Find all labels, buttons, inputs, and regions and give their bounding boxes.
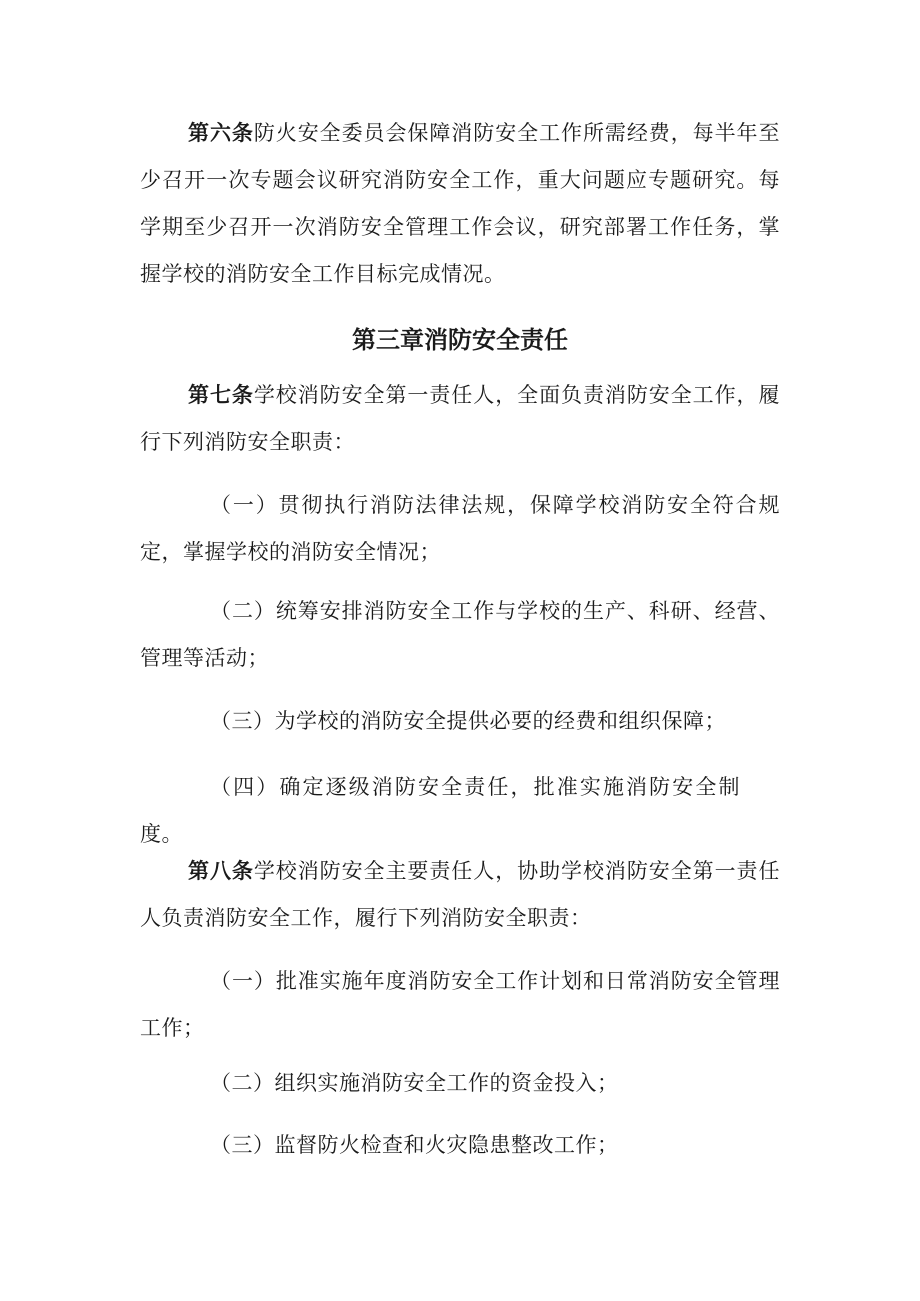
article-8-item-2: （二）组织实施消防安全工作的资金投入； [210, 1071, 619, 1095]
article-8-text: 学校消防安全主要责任人，协助学校消防安全第一责任人负责消防安全工作，履行下列消防安全职责： [140, 859, 780, 930]
article-8-item-3: （三）监督防火检查和火灾隐患整改工作； [210, 1133, 619, 1157]
article-7-text: 学校消防安全第一责任人，全面负责消防安全工作，履行下列消防安全职责： [140, 383, 780, 454]
article-6-text: 防火安全委员会保障消防安全工作所需经费，每半年至少召开一次专题会议研究消防安全工作，重大问题应专题研究。每学期至少召开一次消防安全管理工作会议，研究部署工作任务，掌握学校的消防安全工作目标完成情况。 [140, 121, 780, 286]
article-7-label: 第七条 [188, 383, 254, 407]
article-8-paragraph [140, 848, 780, 942]
article-7-item-1: （一）贯彻执行消防法律法规，保障学校消防安全符合规定，掌握学校的消防安全情况； [140, 493, 780, 564]
article-6-label: 第六条 [188, 121, 254, 145]
article-7-item-4: （四）确定逐级消防安全责任，批准实施消防安全制度。 [140, 775, 740, 846]
article-6-paragraph [140, 110, 780, 298]
chapter-3-heading: 第三章消防安全责任 [352, 326, 568, 354]
article-7-item-3: （三）为学校的消防安全提供必要的经费和组织保障； [210, 709, 726, 733]
article-8-item-1: （一）批准实施年度消防安全工作计划和日常消防安全管理工作； [140, 969, 780, 1040]
article-8-label: 第八条 [188, 859, 254, 883]
article-7-paragraph [140, 372, 780, 466]
article-7-item-2: （二）统筹安排消防安全工作与学校的生产、科研、经营、管理等活动； [140, 599, 780, 670]
